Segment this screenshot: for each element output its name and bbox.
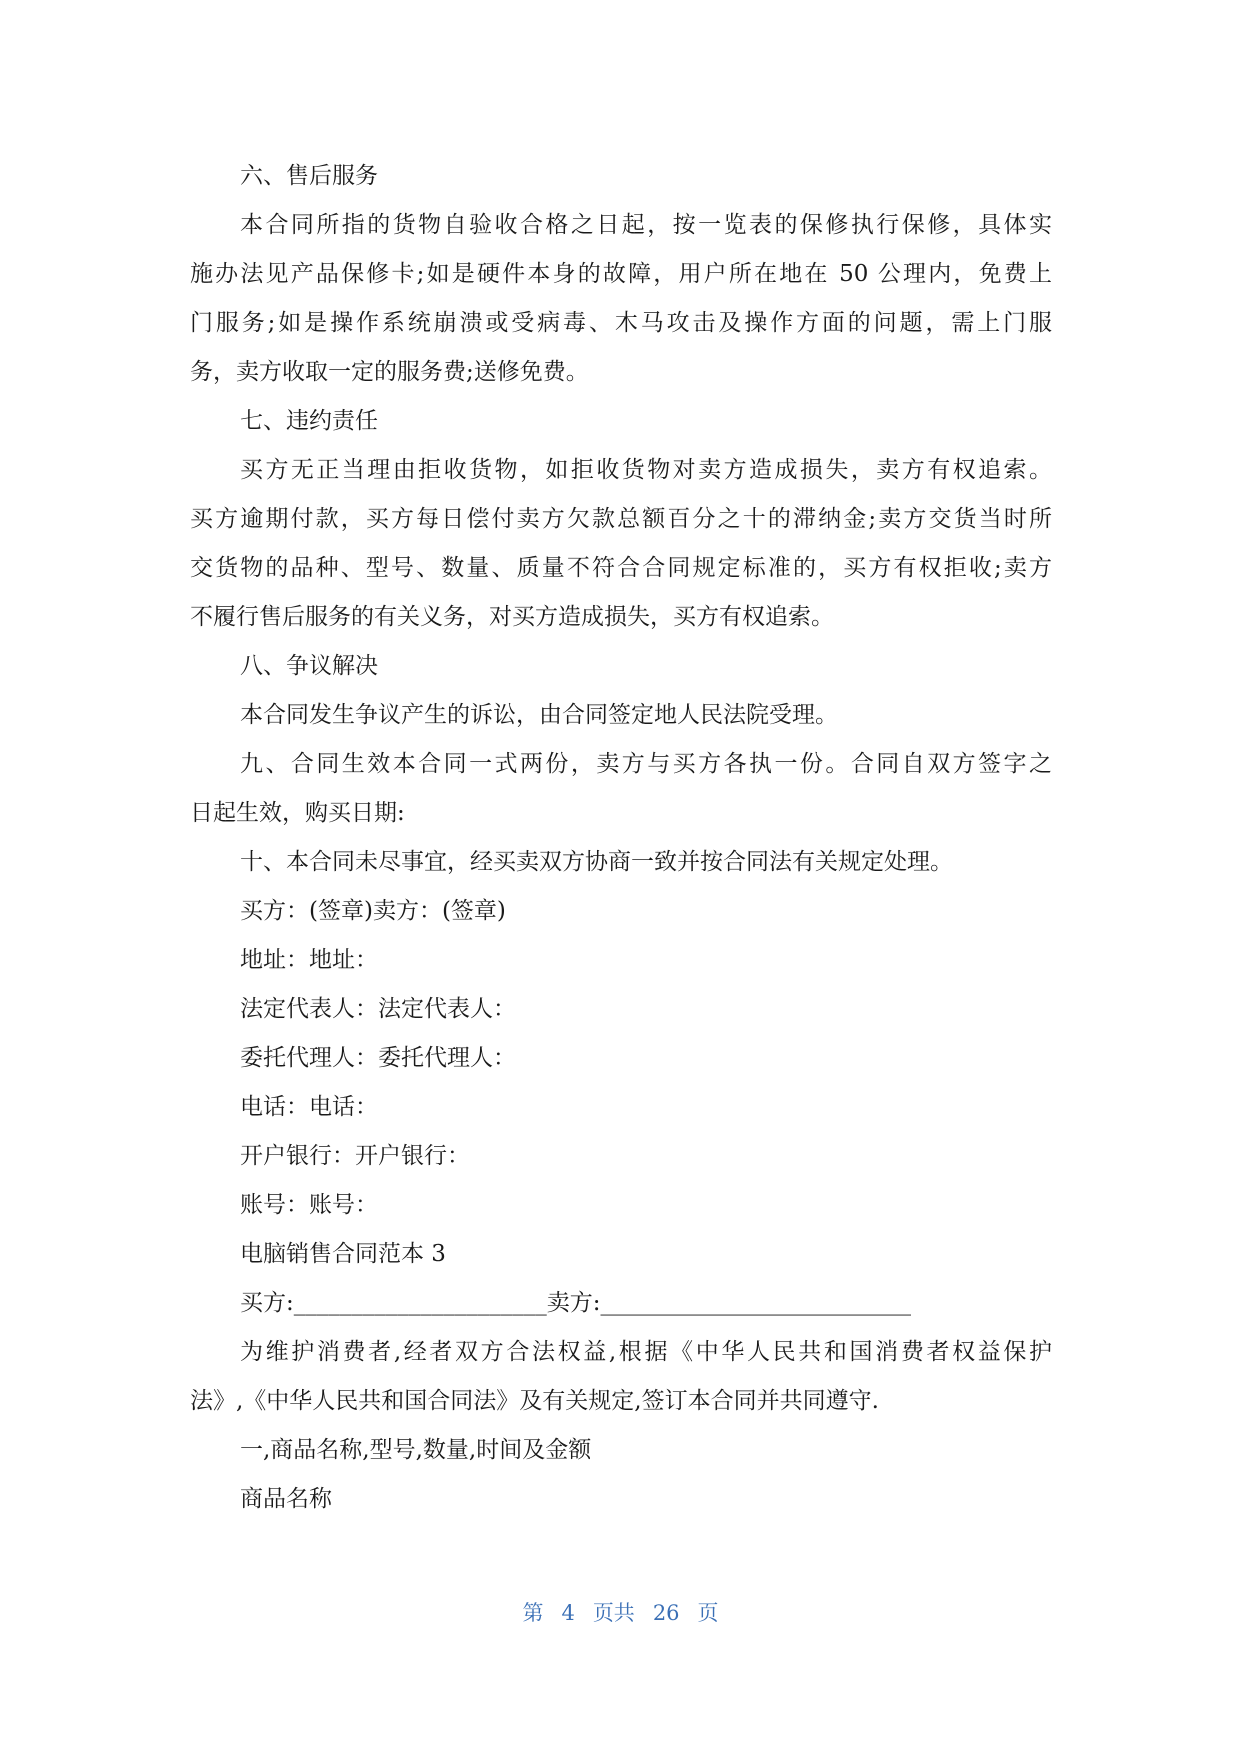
- text-line: 九、合同生效本合同一式两份，卖方与买方各执一份。合同自双方签字之: [240, 751, 1052, 777]
- text-line: 商品名称: [240, 1486, 332, 1512]
- text-line: 法定代表人：法定代表人：: [240, 996, 516, 1022]
- text-line: 买方无正当理由拒收货物，如拒收货物对卖方造成损失，卖方有权追索。: [240, 457, 1052, 483]
- text-line: 施办法见产品保修卡;如是硬件本身的故障，用户所在地在 50 公理内，免费上: [190, 261, 1052, 287]
- text-line: 七、违约责任: [240, 408, 378, 434]
- footer-total-pages: 26: [652, 1601, 680, 1625]
- text-line: 电话：电话：: [240, 1094, 378, 1120]
- text-line: 买方：(签章)卖方：(签章): [240, 898, 506, 924]
- text-line: 本合同所指的货物自验收合格之日起，按一览表的保修执行保修，具体实: [240, 212, 1052, 238]
- page-footer: [0, 1597, 1241, 1627]
- text-line: 本合同发生争议产生的诉讼，由合同签定地人民法院受理。: [240, 702, 838, 728]
- text-line: 一,商品名称,型号,数量,时间及金额: [240, 1437, 592, 1463]
- text-line: 开户银行：开户银行：: [240, 1143, 470, 1169]
- text-line: 法》,《中华人民共和国合同法》及有关规定,签订本合同并共同遵守.: [190, 1388, 879, 1414]
- text-line: 委托代理人：委托代理人：: [240, 1045, 516, 1071]
- footer-suffix: 页: [697, 1601, 719, 1625]
- text-line: 买方逾期付款，买方每日偿付卖方欠款总额百分之十的滞纳金;卖方交货当时所: [190, 506, 1052, 532]
- text-line: 八、争议解决: [240, 653, 378, 679]
- text-line: 日起生效，购买日期:: [190, 800, 405, 826]
- text-line: 账号：账号：: [240, 1192, 378, 1218]
- text-line: 交货物的品种、型号、数量、质量不符合合同规定标准的，买方有权拒收;卖方: [190, 555, 1052, 581]
- footer-prefix: 第: [522, 1601, 544, 1625]
- text-line: 十、本合同未尽事宜，经买卖双方协商一致并按合同法有关规定处理。: [240, 849, 953, 875]
- text-line: 六、售后服务: [240, 163, 378, 189]
- document-body: [190, 152, 1052, 1524]
- footer-middle: 页共: [592, 1601, 635, 1625]
- text-line: 地址：地址：: [240, 947, 378, 973]
- text-line: 务，卖方收取一定的服务费;送修免费。: [190, 359, 589, 385]
- text-line: 不履行售后服务的有关义务，对买方造成损失，买方有权追索。: [190, 604, 834, 630]
- text-line: 买方:______________________卖方:___________________________: [240, 1290, 911, 1316]
- text-line: 电脑销售合同范本 3: [240, 1241, 446, 1267]
- text-line: 门服务;如是操作系统崩溃或受病毒、木马攻击及操作方面的问题，需上门服: [190, 310, 1052, 336]
- footer-current-page: 4: [561, 1601, 575, 1625]
- text-line: 为维护消费者,经者双方合法权益,根据《中华人民共和国消费者权益保护: [240, 1339, 1052, 1365]
